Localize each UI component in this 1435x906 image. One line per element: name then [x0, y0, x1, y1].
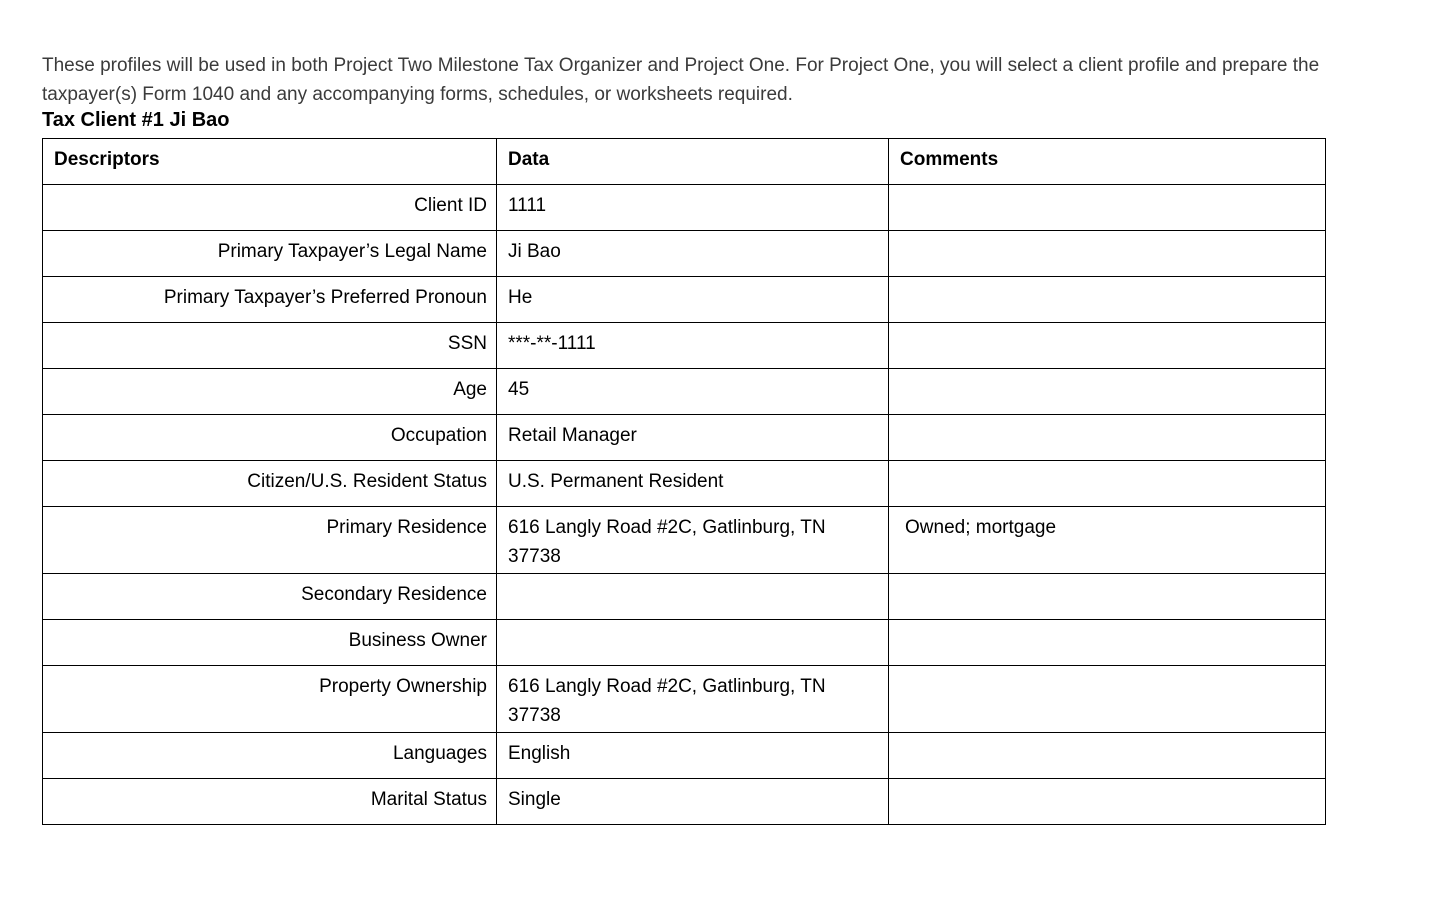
comment-cell — [889, 461, 1326, 507]
data-cell: English — [497, 733, 889, 779]
table-row — [43, 323, 1326, 369]
comment-cell — [889, 620, 1326, 666]
data-cell: U.S. Permanent Resident — [497, 461, 889, 507]
data-cell: 1111 — [497, 185, 889, 231]
data-cell: Single — [497, 779, 889, 825]
table-row — [43, 231, 1326, 277]
descriptor-cell: Primary Taxpayer’s Legal Name — [43, 231, 497, 277]
client-title: Tax Client #1 Ji Bao — [42, 109, 230, 131]
data-cell: Retail Manager — [497, 415, 889, 461]
table-row — [43, 733, 1326, 779]
descriptor-cell: Citizen/U.S. Resident Status — [43, 461, 497, 507]
comment-cell — [889, 323, 1326, 369]
data-cell: Ji Bao — [497, 231, 889, 277]
comment-cell — [889, 185, 1326, 231]
data-cell: ***-**-1111 — [497, 323, 889, 369]
data-cell — [497, 574, 889, 620]
descriptor-cell: Occupation — [43, 415, 497, 461]
table-row — [43, 277, 1326, 323]
comment-cell — [889, 574, 1326, 620]
data-cell — [497, 620, 889, 666]
descriptor-cell: Marital Status — [43, 779, 497, 825]
descriptor-cell: Languages — [43, 733, 497, 779]
table-row — [43, 574, 1326, 620]
descriptor-cell: Business Owner — [43, 620, 497, 666]
table-row — [43, 369, 1326, 415]
intro-paragraph: These profiles will be used in both Project Two Milestone Tax Organizer and Project One. For Project One, you will select a client profile and prepare the taxpayer(s) Form 1040 and any accompanying forms, schedules, or worksheets required. — [42, 55, 1320, 105]
table-row — [43, 185, 1326, 231]
descriptor-cell: Secondary Residence — [43, 574, 497, 620]
comment-cell — [889, 277, 1326, 323]
data-cell: 45 — [497, 369, 889, 415]
header-comments: Comments — [889, 139, 1326, 185]
table-row — [43, 415, 1326, 461]
data-cell: He — [497, 277, 889, 323]
comment-cell: Owned; mortgage — [889, 507, 1326, 574]
descriptor-cell: Client ID — [43, 185, 497, 231]
data-cell: 616 Langly Road #2C, Gatlinburg, TN 37738 — [497, 507, 889, 574]
descriptor-cell: SSN — [43, 323, 497, 369]
table-row — [43, 461, 1326, 507]
descriptor-cell: Primary Taxpayer’s Preferred Pronoun — [43, 277, 497, 323]
comment-cell — [889, 779, 1326, 825]
descriptor-cell: Age — [43, 369, 497, 415]
data-cell: 616 Langly Road #2C, Gatlinburg, TN 37738 — [497, 666, 889, 733]
comment-cell — [889, 369, 1326, 415]
header-data: Data — [497, 139, 889, 185]
table-row — [43, 620, 1326, 666]
table-row — [43, 779, 1326, 825]
comment-cell — [889, 231, 1326, 277]
comment-cell — [889, 415, 1326, 461]
header-descriptors: Descriptors — [43, 139, 497, 185]
table-header-row — [43, 139, 1326, 185]
client-profile-table — [42, 138, 1326, 825]
table-row — [43, 666, 1326, 733]
descriptor-cell: Primary Residence — [43, 507, 497, 574]
comment-cell — [889, 733, 1326, 779]
comment-cell — [889, 666, 1326, 733]
table-row — [43, 507, 1326, 574]
descriptor-cell: Property Ownership — [43, 666, 497, 733]
